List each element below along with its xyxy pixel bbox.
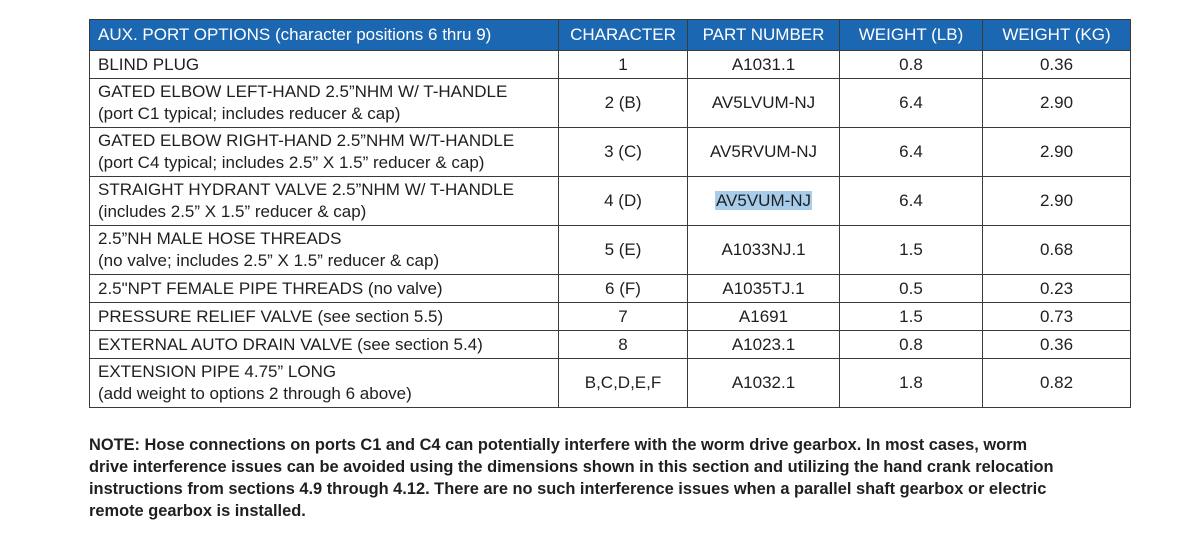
part-number-cell[interactable]: AV5LVUM-NJ — [688, 79, 840, 128]
header-aux-port-options: AUX. PORT OPTIONS (character positions 6 thru 9) — [90, 20, 559, 51]
part-number-cell[interactable]: A1033NJ.1 — [688, 226, 840, 275]
option-description-cell — [90, 275, 559, 303]
weight-kg-cell: 0.68 — [983, 226, 1131, 275]
weight-lb-cell: 1.5 — [840, 226, 983, 275]
option-description-cell — [90, 177, 559, 226]
weight-lb-cell: 1.8 — [840, 359, 983, 408]
option-description-cell — [90, 79, 559, 128]
character-cell: 4 (D) — [559, 177, 688, 226]
character-cell: 6 (F) — [559, 275, 688, 303]
weight-lb-cell: 6.4 — [840, 79, 983, 128]
part-number-cell[interactable]: A1035TJ.1 — [688, 275, 840, 303]
weight-kg-cell: 2.90 — [983, 177, 1131, 226]
character-cell: 1 — [559, 51, 688, 79]
weight-lb-cell: 0.8 — [840, 331, 983, 359]
table-row — [90, 226, 1131, 275]
part-number-cell[interactable]: AV5RVUM-NJ — [688, 128, 840, 177]
character-cell: 2 (B) — [559, 79, 688, 128]
option-description-cell — [90, 51, 559, 79]
note-line: NOTE: Hose connections on ports C1 and C4 can potentially interfere with the worm drive gearbox. In most cases, worm — [89, 436, 1028, 454]
header-weight-lb: WEIGHT (LB) — [840, 20, 983, 51]
note-line: remote gearbox is installed. — [89, 502, 306, 520]
option-description-detail: (port C1 typical; includes reducer & cap) — [98, 104, 401, 123]
part-number-cell[interactable]: A1691 — [688, 303, 840, 331]
header-weight-kg: WEIGHT (KG) — [983, 20, 1131, 51]
weight-kg-cell: 0.73 — [983, 303, 1131, 331]
option-description-detail: (includes 2.5” X 1.5” reducer & cap) — [98, 202, 367, 221]
option-description: BLIND PLUG — [98, 54, 200, 74]
table-row — [90, 128, 1131, 177]
weight-lb-cell: 6.4 — [840, 128, 983, 177]
weight-kg-cell: 0.36 — [983, 331, 1131, 359]
option-description-cell — [90, 359, 559, 408]
weight-lb-cell: 6.4 — [840, 177, 983, 226]
table-row — [90, 275, 1131, 303]
aux-port-options-table — [89, 19, 1131, 408]
option-description-cell — [90, 303, 559, 331]
character-cell: 8 — [559, 331, 688, 359]
interference-note — [89, 434, 1149, 522]
weight-lb-cell: 0.8 — [840, 51, 983, 79]
table-row — [90, 303, 1131, 331]
part-number-cell[interactable]: A1023.1 — [688, 331, 840, 359]
weight-kg-cell: 0.82 — [983, 359, 1131, 408]
weight-lb-cell: 0.5 — [840, 275, 983, 303]
table-row — [90, 79, 1131, 128]
option-description-detail: (add weight to options 2 through 6 above) — [98, 384, 412, 403]
header-part-number: PART NUMBER — [688, 20, 840, 51]
option-description: EXTERNAL AUTO DRAIN VALVE (see section 5.4) — [98, 334, 483, 354]
weight-kg-cell: 0.36 — [983, 51, 1131, 79]
part-number-cell[interactable]: A1032.1 — [688, 359, 840, 408]
table-row — [90, 359, 1131, 408]
table-row — [90, 51, 1131, 79]
weight-kg-cell: 2.90 — [983, 79, 1131, 128]
option-description: GATED ELBOW LEFT-HAND 2.5”NHM W/ T-HANDLE — [98, 82, 508, 101]
weight-lb-cell: 1.5 — [840, 303, 983, 331]
note-line: drive interference issues can be avoided using the dimensions shown in this section and utilizing the hand crank relocation — [89, 458, 1054, 476]
note-line: instructions from sections 4.9 through 4.12. There are no such interference issues when a parallel shaft gearbox or electric — [89, 480, 1047, 498]
option-description: GATED ELBOW RIGHT-HAND 2.5”NHM W/T-HANDLE — [98, 131, 515, 150]
character-cell: 7 — [559, 303, 688, 331]
option-description-detail: (port C4 typical; includes 2.5” X 1.5” reducer & cap) — [98, 153, 485, 172]
option-description: EXTENSION PIPE 4.75” LONG — [98, 362, 337, 381]
option-description: PRESSURE RELIEF VALVE (see section 5.5) — [98, 306, 444, 326]
option-description: STRAIGHT HYDRANT VALVE 2.5”NHM W/ T-HANDLE — [98, 180, 514, 199]
character-cell: 5 (E) — [559, 226, 688, 275]
selected-text-highlight[interactable]: AV5VUM-NJ — [715, 191, 812, 210]
option-description-cell — [90, 128, 559, 177]
option-description-cell — [90, 331, 559, 359]
part-number-cell[interactable] — [688, 177, 840, 226]
weight-kg-cell: 2.90 — [983, 128, 1131, 177]
part-number-cell[interactable]: A1031.1 — [688, 51, 840, 79]
option-description: 2.5”NH MALE HOSE THREADS — [98, 229, 342, 248]
weight-kg-cell: 0.23 — [983, 275, 1131, 303]
header-character: CHARACTER — [559, 20, 688, 51]
character-cell: 3 (C) — [559, 128, 688, 177]
option-description-cell — [90, 226, 559, 275]
character-cell: B,C,D,E,F — [559, 359, 688, 408]
table-row — [90, 177, 1131, 226]
option-description-detail: (no valve; includes 2.5” X 1.5” reducer & cap) — [98, 251, 440, 270]
option-description: 2.5"NPT FEMALE PIPE THREADS (no valve) — [98, 278, 443, 298]
table-row — [90, 331, 1131, 359]
table-header-row — [90, 20, 1131, 51]
